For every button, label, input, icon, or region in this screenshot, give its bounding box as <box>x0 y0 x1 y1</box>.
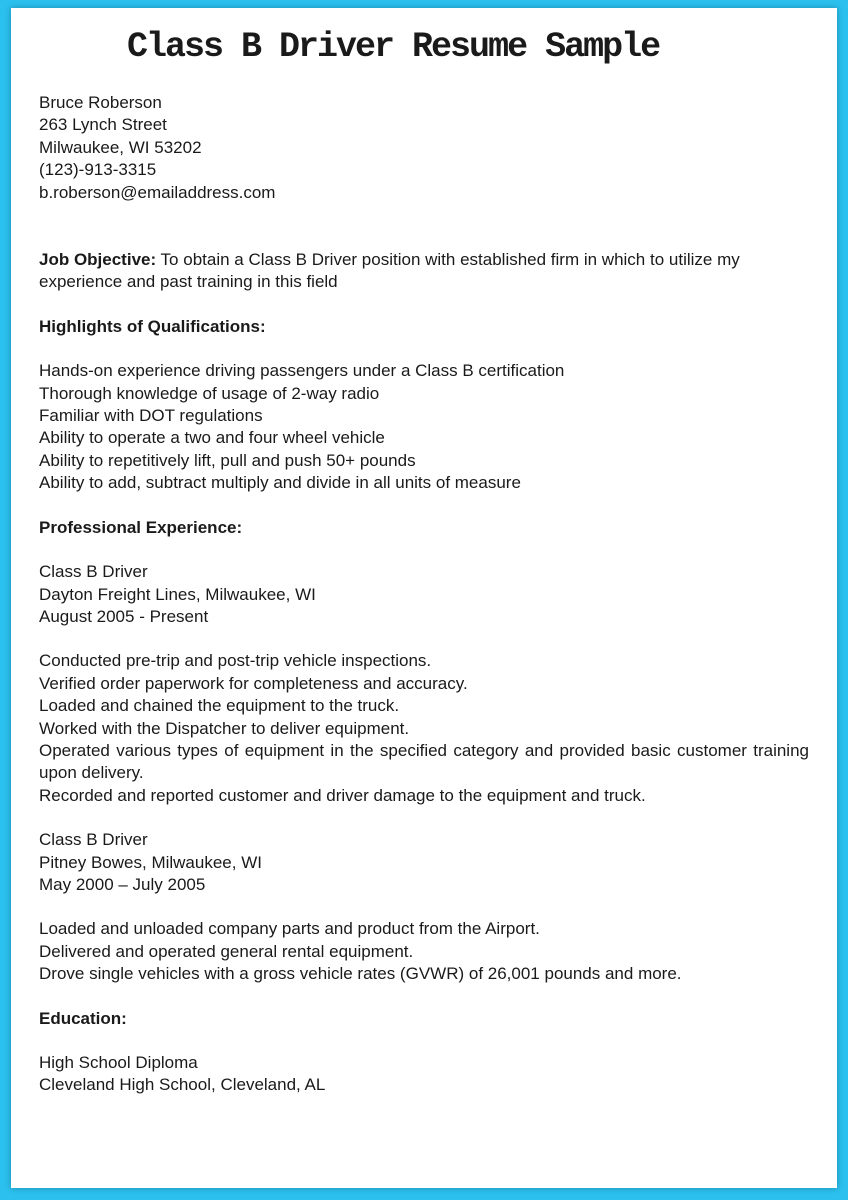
job-title: Class B Driver <box>39 830 148 850</box>
qualification-item: Ability to repetitively lift, pull and push 50+ pounds <box>39 450 416 470</box>
education-heading: Education: <box>39 1008 127 1028</box>
qualifications-heading: Highlights of Qualifications: <box>39 316 266 336</box>
duty-item: Recorded and reported customer and driver damage to the equipment and truck. <box>39 785 646 805</box>
qualification-item: Familiar with DOT regulations <box>39 406 263 426</box>
education-item: Cleveland High School, Cleveland, AL <box>39 1075 326 1095</box>
job-duties <box>39 650 809 807</box>
duty-item: Loaded and chained the equipment to the truck. <box>39 696 400 716</box>
job-company: Dayton Freight Lines, Milwaukee, WI <box>39 584 316 604</box>
education-list <box>39 1052 809 1097</box>
job-company: Pitney Bowes, Milwaukee, WI <box>39 852 262 872</box>
contact-email: b.roberson@emailaddress.com <box>39 182 276 202</box>
duty-item: Conducted pre-trip and post-trip vehicle inspections. <box>39 651 432 671</box>
qualification-item: Thorough knowledge of usage of 2-way radio <box>39 383 380 403</box>
page-title: Class B Driver Resume Sample <box>127 27 660 67</box>
qualifications-list <box>39 360 809 494</box>
duty-item: Drove single vehicles with a gross vehicle rates (GVWR) of 26,001 pounds and more. <box>39 964 682 984</box>
job-duties <box>39 918 809 985</box>
qualification-item: Hands-on experience driving passengers under a Class B certification <box>39 361 565 381</box>
duty-item: Worked with the Dispatcher to deliver equipment. <box>39 718 410 738</box>
experience-heading: Professional Experience: <box>39 517 243 537</box>
duty-item: Loaded and unloaded company parts and product from the Airport. <box>39 919 540 939</box>
contact-street: 263 Lynch Street <box>39 115 167 135</box>
job-dates: August 2005 - Present <box>39 606 209 626</box>
duty-item: Operated various types of equipment in the specified category and provided basic customer training upon delivery. <box>39 740 809 783</box>
job-header <box>39 829 809 896</box>
contact-phone: (123)-913-3315 <box>39 160 157 180</box>
duty-item: Verified order paperwork for completeness and accuracy. <box>39 673 468 693</box>
contact-name: Bruce Roberson <box>39 93 162 112</box>
job-objective-text: To obtain a Class B Driver position with established firm in which to utilize my experience and past training in this field <box>39 250 740 292</box>
contact-block <box>39 92 809 204</box>
duty-item: Delivered and operated general rental equipment. <box>39 941 414 961</box>
qualification-item: Ability to add, subtract multiply and divide in all units of measure <box>39 473 521 493</box>
job-dates: May 2000 – July 2005 <box>39 874 206 894</box>
contact-city-state-zip: Milwaukee, WI 53202 <box>39 137 202 157</box>
resume-page <box>11 8 837 1188</box>
job-title: Class B Driver <box>39 562 148 582</box>
education-item: High School Diploma <box>39 1053 198 1072</box>
job-objective-label: Job Objective: <box>39 250 157 270</box>
job-objective <box>39 249 809 294</box>
qualification-item: Ability to operate a two and four wheel vehicle <box>39 428 385 448</box>
job-header <box>39 561 809 628</box>
